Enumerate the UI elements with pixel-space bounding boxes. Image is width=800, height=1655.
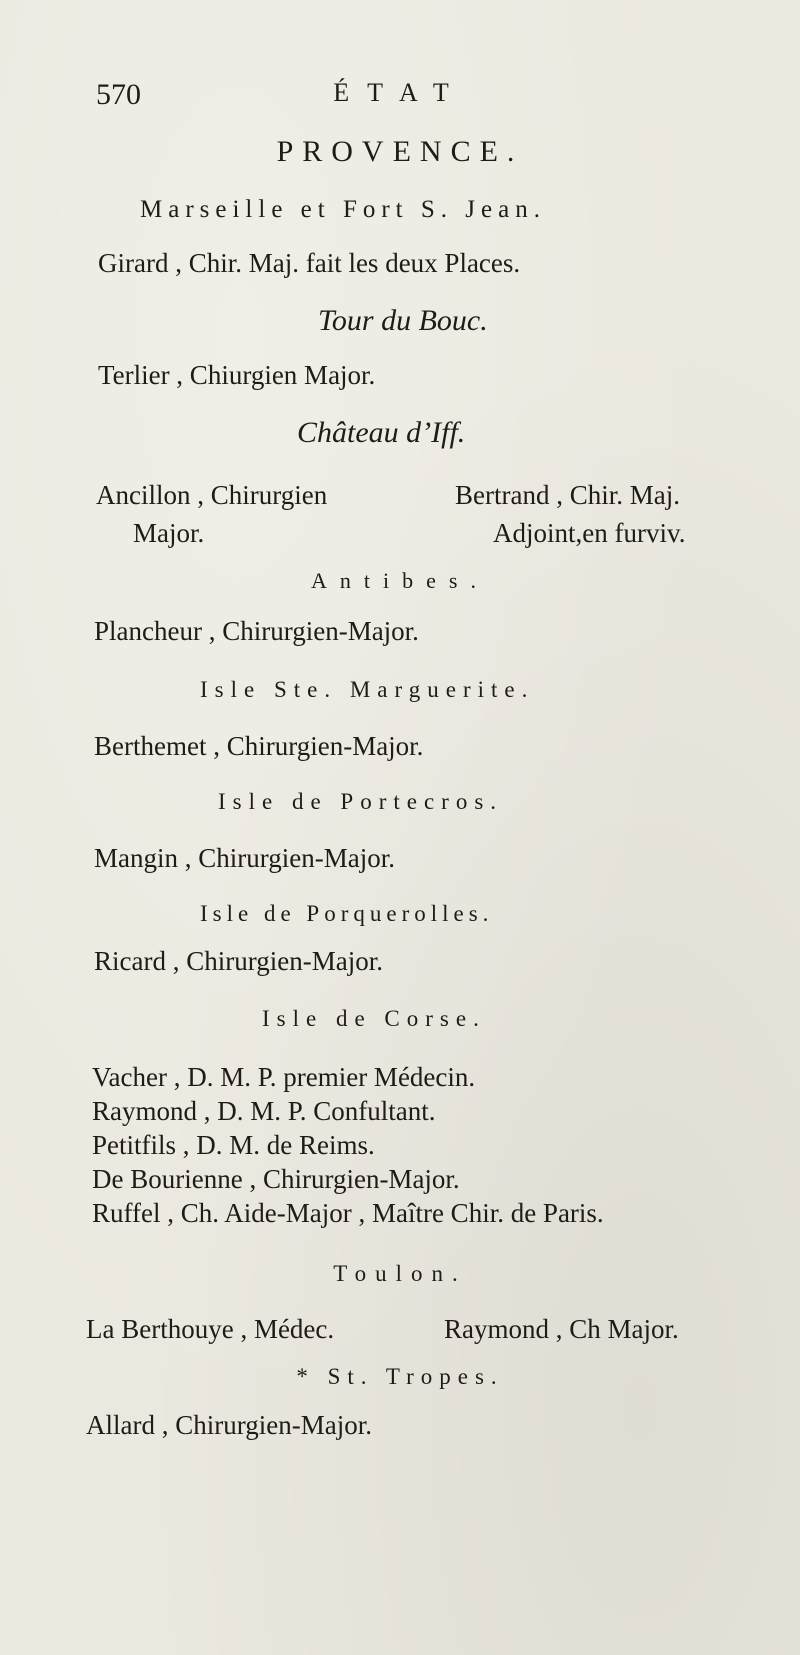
entry-tropes-0: Allard , Chirurgien-Major. [86,1410,372,1440]
heading-antibes: Antibes. [311,568,489,593]
page-number: 570 [96,78,141,111]
running-title: ÉTAT [333,78,467,107]
entry-toulon-right: Raymond , Ch Major. [444,1314,679,1344]
heading-marseille: Marseille et Fort S. Jean. [140,196,546,223]
entry-chateau-left-1: Ancillon , Chirurgien [96,480,328,510]
entry-porquerolles-0: Ricard , Chirurgien-Major. [94,946,383,976]
entry-tour-bouc-0: Terlier , Chiurgien Major. [98,360,376,390]
entry-corse-2: Petitfils , D. M. de Reims. [92,1130,375,1160]
entry-portecros-0: Mangin , Chirurgien-Major. [94,843,395,873]
heading-corse: Isle de Corse. [262,1006,486,1031]
heading-tour-bouc: Tour du Bouc. [318,304,488,337]
heading-toulon: Toulon. [333,1261,467,1286]
entry-toulon-left: La Berthouye , Médec. [86,1314,335,1344]
entry-chateau-left-2: Major. [133,518,205,548]
entry-antibes-0: Plancheur , Chirurgien-Major. [94,616,419,646]
page-title: PROVENCE. [276,135,524,168]
entry-corse-0: Vacher , D. M. P. premier Médecin. [92,1062,476,1092]
heading-porquerolles: Isle de Porquerolles. [200,901,494,926]
heading-chateau-iff: Château d’Iff. [297,416,466,449]
heading-portecros: Isle de Portecros. [218,789,504,814]
entry-corse-3: De Bourienne , Chirurgien-Major. [92,1164,460,1194]
heading-marguerite: Isle Ste. Marguerite. [200,677,535,702]
entry-corse-1: Raymond , D. M. P. Confultant. [92,1096,436,1126]
heading-st-tropes: * St. Tropes. [296,1364,504,1389]
entry-marguerite-0: Berthemet , Chirurgien-Major. [94,731,424,761]
entry-chateau-right-1: Bertrand , Chir. Maj. [455,480,680,510]
entry-marseille-0: Girard , Chir. Maj. fait les deux Places. [98,248,521,278]
entry-chateau-right-2: Adjoint,en furviv. [493,518,686,548]
entry-corse-4: Ruffel , Ch. Aide-Major , Maître Chir. de Paris. [92,1198,604,1228]
